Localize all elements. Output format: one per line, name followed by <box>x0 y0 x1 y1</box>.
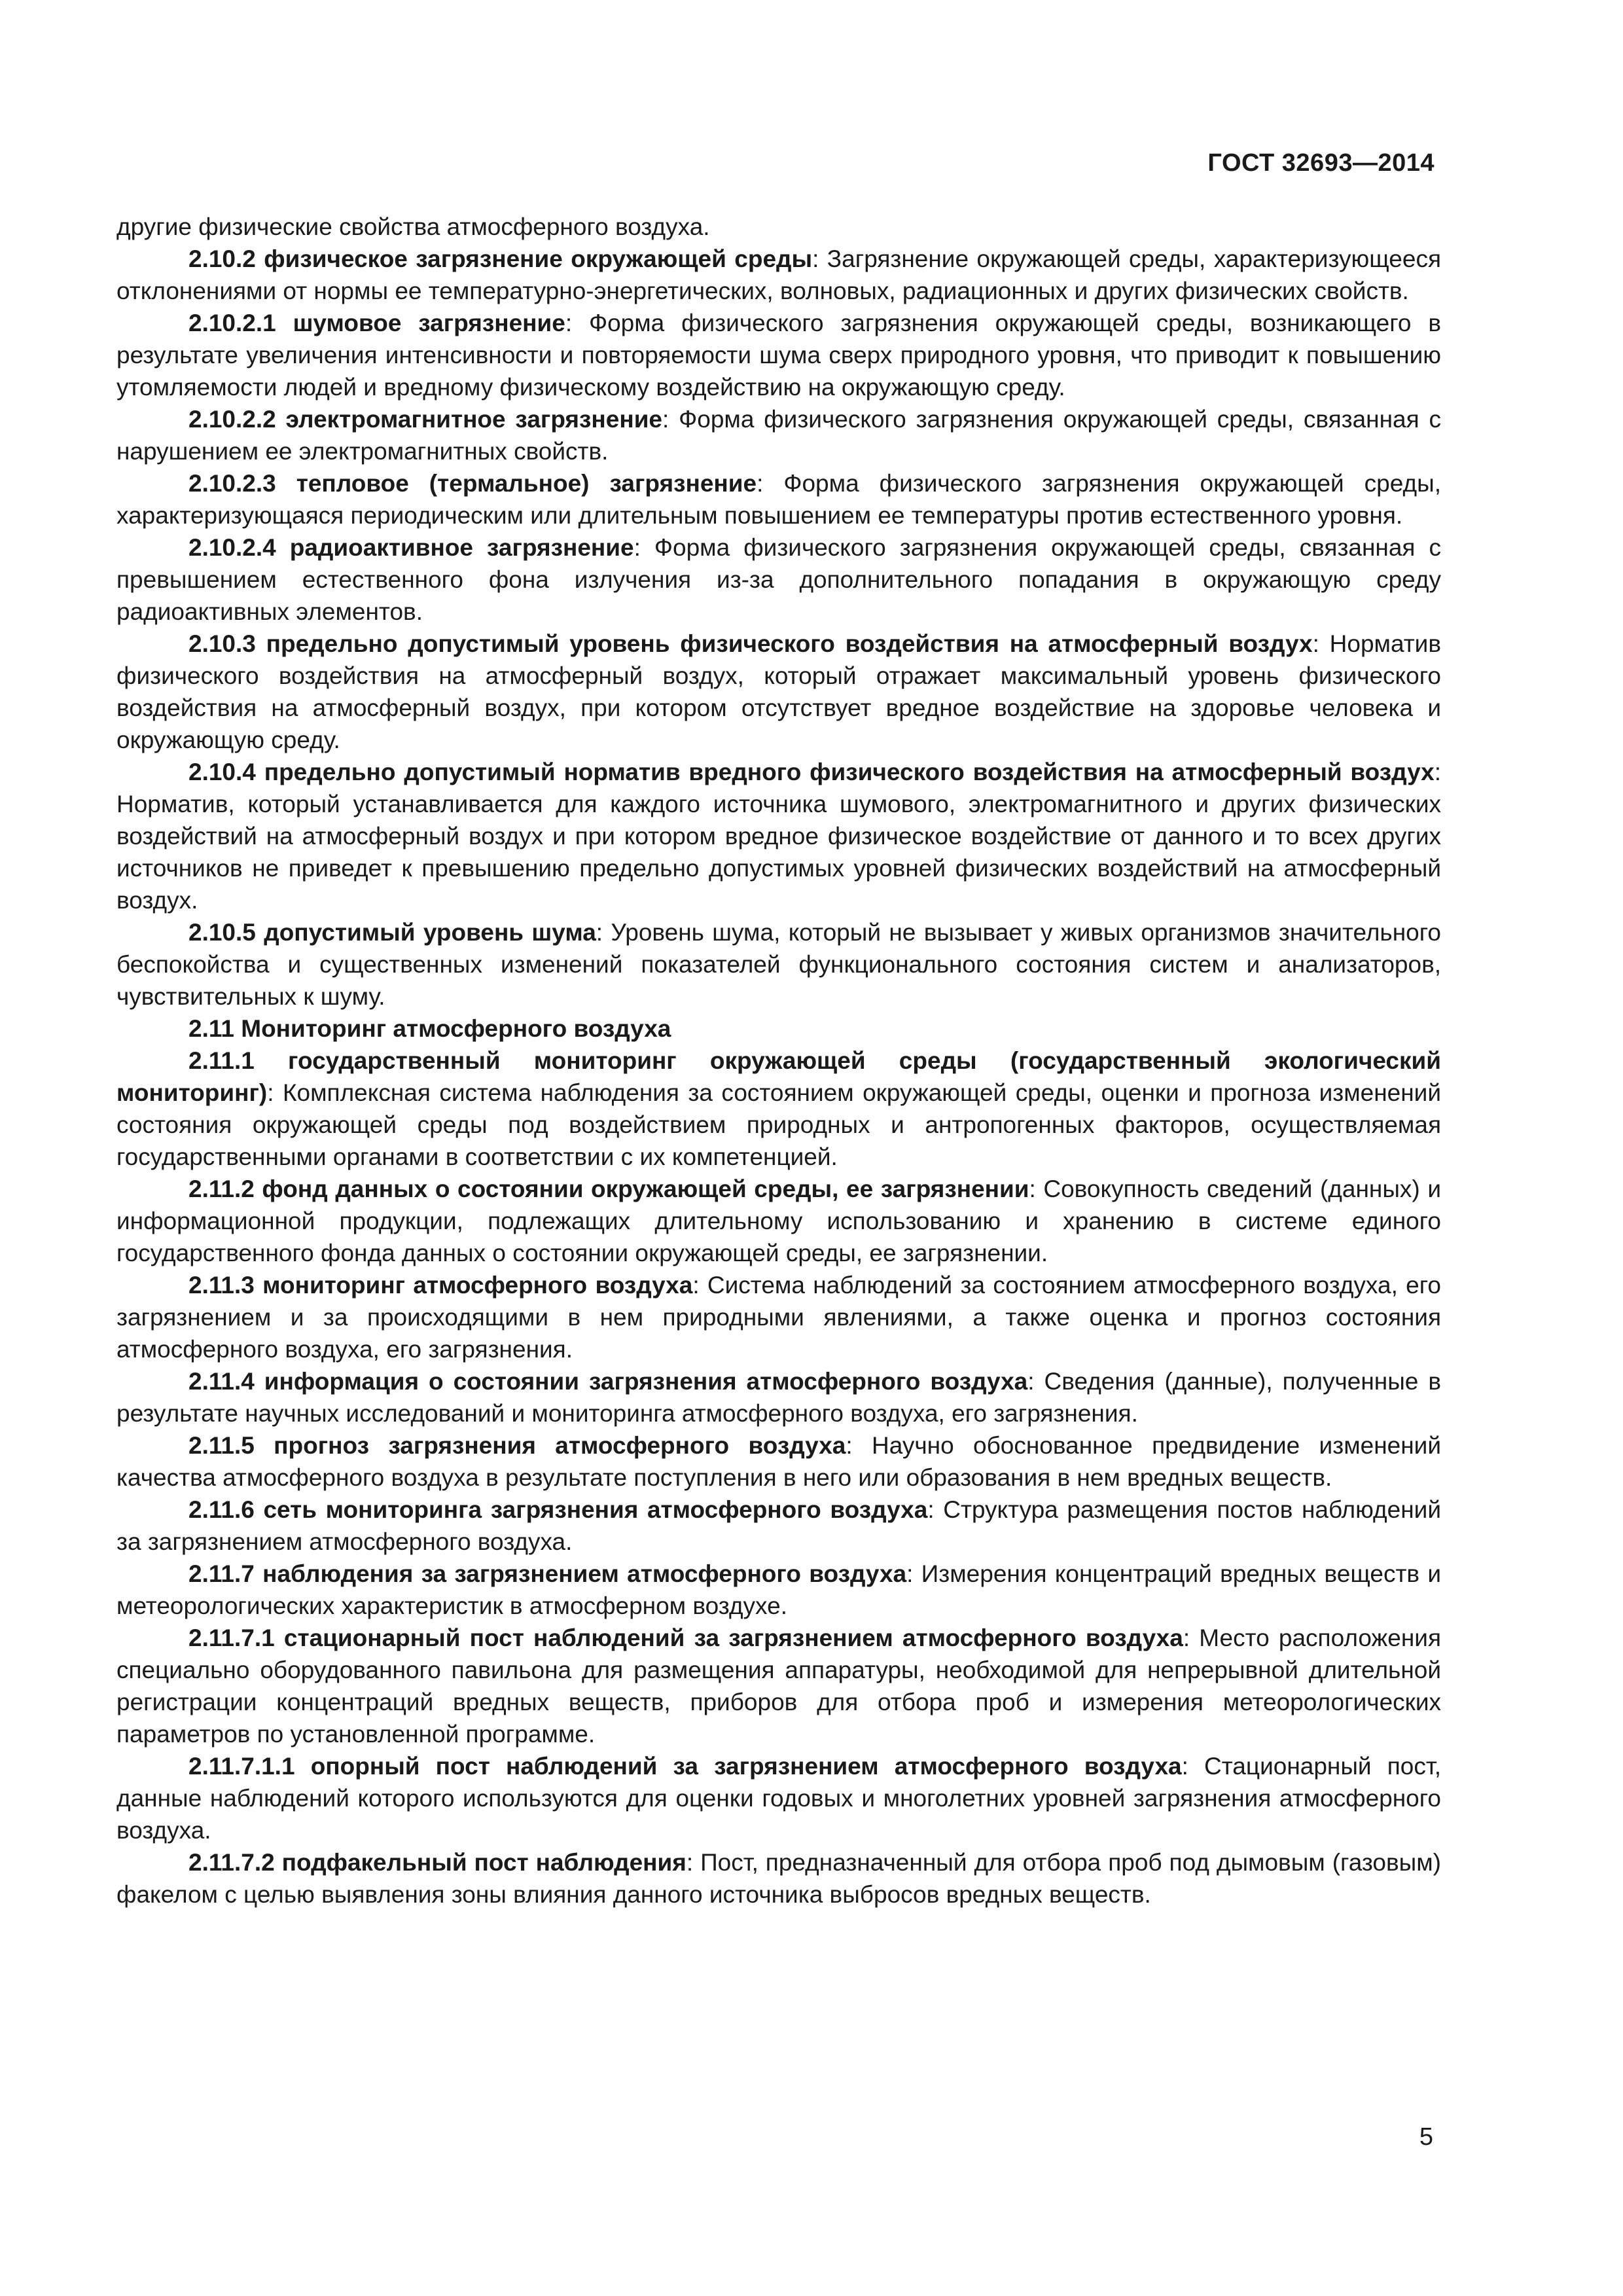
paragraph <box>116 756 1441 916</box>
paragraph <box>116 1173 1441 1269</box>
definition: : Комплексная система наблюдения за состоянием окружающей среды, оценки и прогноза изменений состояния окружающей среды под воздействием природных и антропогенных факторов, осуществляемая государственными органами в соответствии с их компетенцией. <box>116 1079 1441 1170</box>
term: 2.11.3 мониторинг атмосферного воздуха <box>188 1272 693 1299</box>
term: 2.11.7.2 подфакельный пост наблюдения <box>188 1849 687 1876</box>
term: 2.10.2 физическое загрязнение окружающей среды <box>188 245 813 272</box>
term: 2.11.7.1.1 опорный пост наблюдений за загрязнением атмосферного воздуха <box>188 1753 1182 1780</box>
term: 2.11.7.1 стационарный пост наблюдений за загрязнением атмосферного воздуха <box>188 1624 1183 1651</box>
term: 2.11.1 государственный мониторинг окружающей среды (государственный экологический мониторинг) <box>116 1047 1441 1106</box>
paragraph <box>116 916 1441 1013</box>
definition: : Место расположения специально оборудованного павильона для размещения аппаратуры, необходимой для непрерывной длительной регистрации концентраций вредных веществ, приборов для отбора проб и измерения метеорологических параметров по установленной программе. <box>116 1624 1441 1748</box>
paragraph <box>116 403 1441 467</box>
page-number: 5 <box>1419 2123 1433 2151</box>
term: 2.10.2.2 электромагнитное загрязнение <box>188 406 663 433</box>
definition: другие физические свойства атмосферного воздуха. <box>116 213 710 240</box>
paragraph <box>116 307 1441 403</box>
definition: : Уровень шума, который не вызывает у живых организмов значительного беспокойства и существенных изменений показателей функционального состояния систем и анализаторов, чувствительных к шуму. <box>116 919 1441 1010</box>
paragraph <box>116 211 1441 243</box>
term: 2.11 Мониторинг атмосферного воздуха <box>188 1015 671 1042</box>
paragraph <box>116 1494 1441 1558</box>
term: 2.10.2.4 радиоактивное загрязнение <box>188 534 634 561</box>
term: 2.10.5 допустимый уровень шума <box>188 919 596 946</box>
definition: : Норматив, который устанавливается для каждого источника шумового, электромагнитного и других физических воздействий на атмосферный воздух и при котором вредное физическое воздействие от данного и то всех других источников не приведет к превышению предельно допустимых уровней физических воздействий на атмосферный воздух. <box>116 759 1441 914</box>
definition: : Форма физического загрязнения окружающей среды, характеризующаяся периодическим или длительным повышением ее температуры против естественного уровня. <box>116 470 1441 529</box>
paragraph <box>116 1622 1441 1750</box>
term: 2.11.6 сеть мониторинга загрязнения атмосферного воздуха <box>188 1496 928 1523</box>
definition: : Пост, предназначенный для отбора проб под дымовым (газовым) факелом с целью выявления зоны влияния данного источника выбросов вредных веществ. <box>116 1849 1441 1908</box>
definition: : Загрязнение окружающей среды, характеризующееся отклонениями от нормы ее температурно-энергетических, волновых, радиационных и других физических свойств. <box>116 245 1441 304</box>
body-text <box>116 211 1441 1910</box>
definition: : Структура размещения постов наблюдений за загрязнением атмосферного воздуха. <box>116 1496 1441 1555</box>
paragraph <box>116 1558 1441 1622</box>
paragraph <box>116 467 1441 531</box>
term: 2.11.7 наблюдения за загрязнением атмосферного воздуха <box>188 1560 907 1587</box>
definition: : Сведения (данные), полученные в результате научных исследований и мониторинга атмосферного воздуха, его загрязнения. <box>116 1368 1441 1427</box>
paragraph <box>116 1429 1441 1494</box>
definition: : Стационарный пост, данные наблюдений которого используются для оценки годовых и многолетних уровней загрязнения атмосферного воздуха. <box>116 1753 1441 1844</box>
paragraph <box>116 243 1441 307</box>
term: 2.10.3 предельно допустимый уровень физического воздействия на атмосферный воздух <box>188 630 1313 657</box>
section-heading <box>116 1013 1441 1045</box>
definition: : Измерения концентраций вредных веществ и метеорологических характеристик в атмосферном воздухе. <box>116 1560 1441 1619</box>
definition: : Форма физического загрязнения окружающей среды, связанная с превышением естественного фона излучения из-за дополнительного попадания в окружающую среду радиоактивных элементов. <box>116 534 1441 625</box>
term: 2.10.4 предельно допустимый норматив вредного физического воздействия на атмосферный воздух <box>188 759 1435 785</box>
definition: : Научно обоснованное предвидение изменений качества атмосферного воздуха в результате поступления в него или образования в нем вредных веществ. <box>116 1432 1441 1491</box>
paragraph <box>116 1846 1441 1910</box>
definition: : Система наблюдений за состоянием атмосферного воздуха, его загрязнением и за происходящими в нем природными явлениями, а также оценка и прогноз состояния атмосферного воздуха, его загрязнения. <box>116 1272 1441 1363</box>
term: 2.11.4 информация о состоянии загрязнения атмосферного воздуха <box>188 1368 1028 1395</box>
definition: : Норматив физического воздействия на атмосферный воздух, который отражает максимальный уровень физического воздействия на атмосферный воздух, при котором отсутствует вредное воздействие на здоровье человека и окружающую среду. <box>116 630 1441 753</box>
paragraph <box>116 1365 1441 1429</box>
document-id: ГОСТ 32693—2014 <box>1207 149 1435 177</box>
definition: : Форма физического загрязнения окружающей среды, связанная с нарушением ее электромагнитных свойств. <box>116 406 1441 465</box>
paragraph <box>116 531 1441 628</box>
paragraph <box>116 1045 1441 1173</box>
term: 2.10.2.1 шумовое загрязнение <box>188 310 565 336</box>
paragraph <box>116 628 1441 756</box>
definition: : Совокупность сведений (данных) и информационной продукции, подлежащих длительному использованию и хранению в системе единого государственного фонда данных о состоянии окружающей среды, ее загрязнении. <box>116 1175 1441 1266</box>
term: 2.11.2 фонд данных о состоянии окружающей среды, ее загрязнении <box>188 1175 1029 1202</box>
term: 2.11.5 прогноз загрязнения атмосферного воздуха <box>188 1432 846 1459</box>
paragraph <box>116 1750 1441 1846</box>
definition: : Форма физического загрязнения окружающей среды, возникающего в результате увеличения интенсивности и повторяемости шума сверх природного уровня, что приводит к повышению утомляемости людей и вредному физическому воздействию на окружающую среду. <box>116 310 1441 401</box>
term: 2.10.2.3 тепловое (термальное) загрязнение <box>188 470 757 497</box>
paragraph <box>116 1269 1441 1365</box>
